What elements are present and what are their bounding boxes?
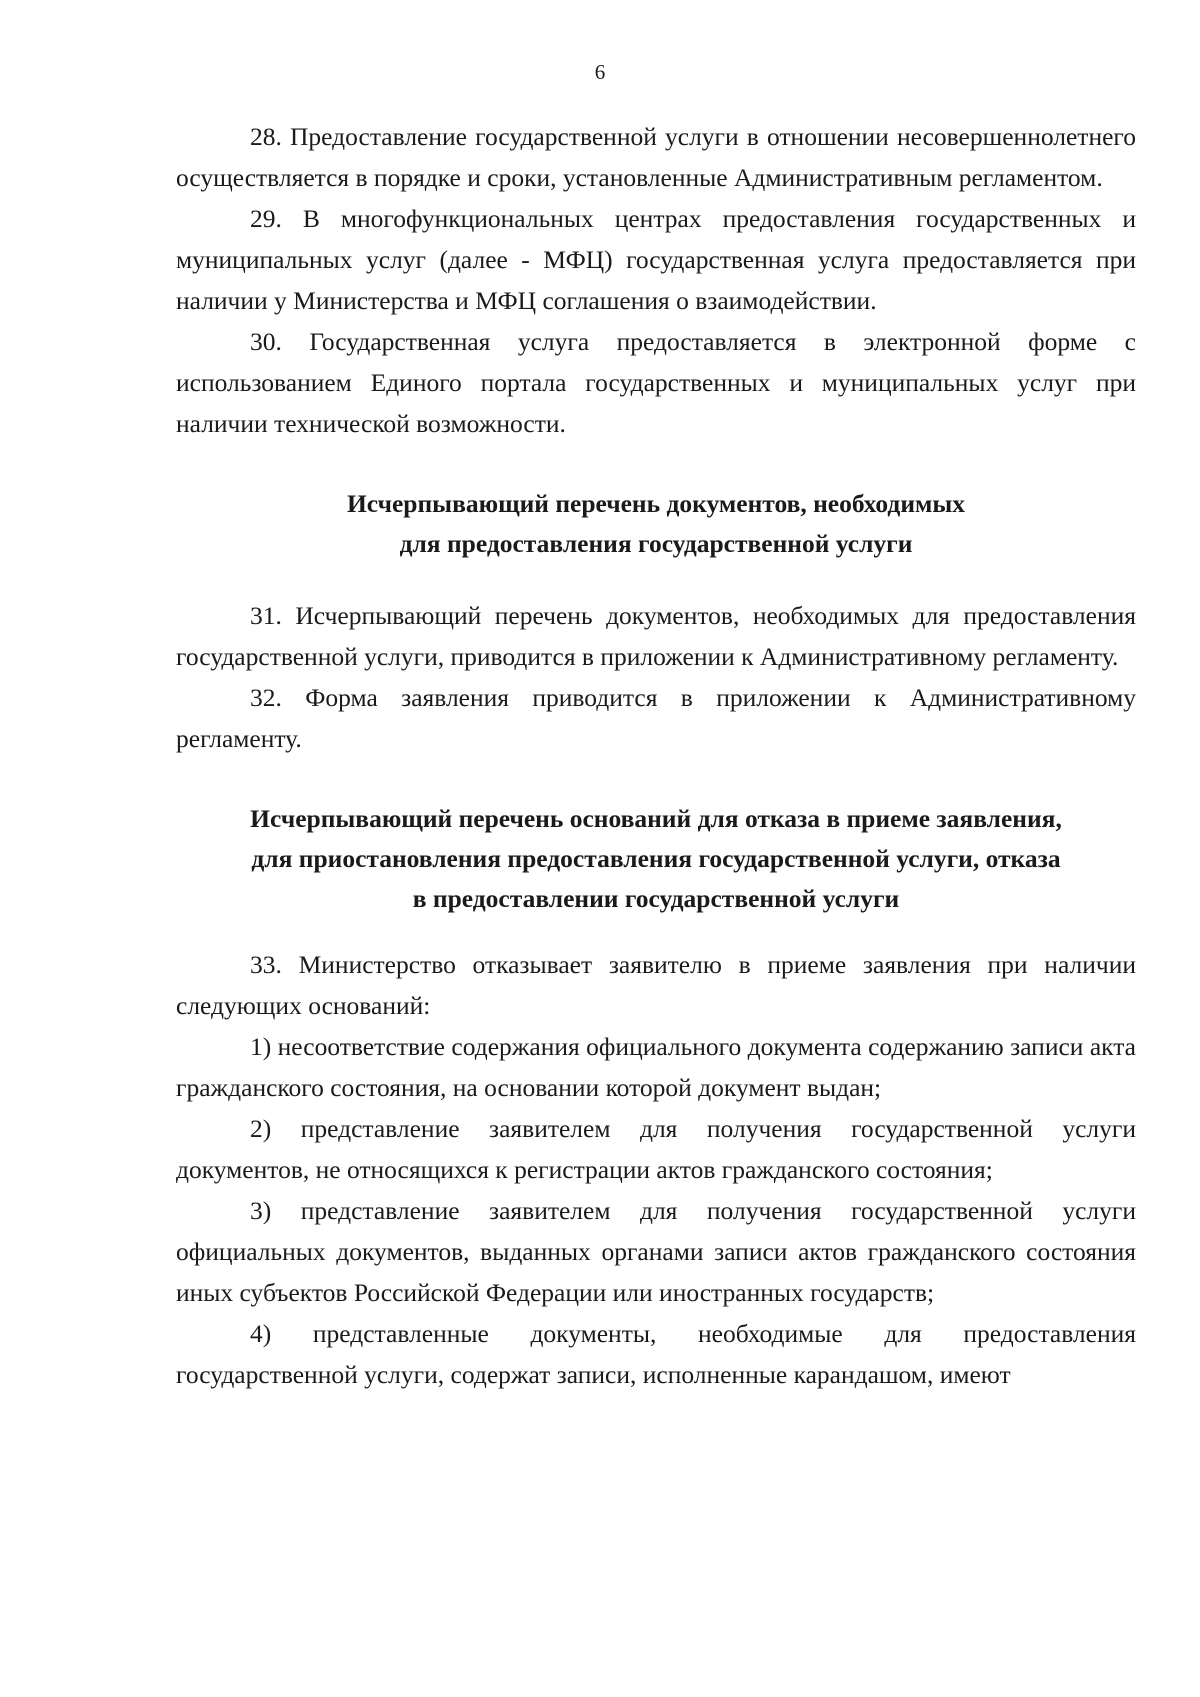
section-heading-refusal-line-2: для приостановления предоставления государственной услуги, отказа bbox=[251, 844, 1061, 873]
list-item-2: 2) представление заявителем для получения государственной услуги документов, не относящихся к регистрации актов гражданского состояния; bbox=[176, 1114, 1136, 1184]
section-heading-refusal-line-1: Исчерпывающий перечень оснований для отказа в приеме заявления, bbox=[250, 804, 1062, 833]
paragraph-33: 33. Министерство отказывает заявителю в приеме заявления при наличии следующих оснований: bbox=[176, 950, 1136, 1020]
page-number: 6 bbox=[594, 60, 606, 84]
paragraph-29: 29. В многофункциональных центрах предоставления государственных и муниципальных услуг (далее - МФЦ) государственная услуга предоставляется при наличии у Министерства и МФЦ соглашения о взаимодействии. bbox=[176, 204, 1136, 315]
list-item-1: 1) несоответствие содержания официального документа содержанию записи акта гражданского состояния, на основании которой документ выдан; bbox=[176, 1032, 1136, 1102]
document-body bbox=[176, 116, 1136, 1395]
paragraph-28: 28. Предоставление государственной услуги в отношении несовершеннолетнего осуществляется в порядке и сроки, установленные Административным регламентом. bbox=[176, 122, 1136, 192]
section-heading-documents-line-2: для предоставления государственной услуги bbox=[399, 529, 913, 558]
section-heading-documents-line-1: Исчерпывающий перечень документов, необходимых bbox=[346, 489, 966, 518]
list-item-3: 3) представление заявителем для получения государственной услуги официальных документов, выданных органами записи актов гражданского состояния иных субъектов Российской Федерации или иностранных государств; bbox=[176, 1196, 1136, 1307]
section-heading-refusal-line-3: в предоставлении государственной услуги bbox=[412, 884, 900, 913]
paragraph-30: 30. Государственная услуга предоставляется в электронной форме с использованием Единого портала государственных и муниципальных услуг при наличии технической возможности. bbox=[176, 327, 1136, 438]
paragraph-31: 31. Исчерпывающий перечень документов, необходимых для предоставления государственной услуги, приводится в приложении к Административному регламенту. bbox=[176, 601, 1136, 671]
paragraph-32: 32. Форма заявления приводится в приложении к Административному регламенту. bbox=[176, 683, 1136, 753]
list-item-4: 4) представленные документы, необходимые для предоставления государственной услуги, содержат записи, исполненные карандашом, имеют bbox=[176, 1319, 1136, 1389]
section-heading-refusal bbox=[176, 799, 1136, 919]
section-heading-documents bbox=[176, 484, 1136, 564]
